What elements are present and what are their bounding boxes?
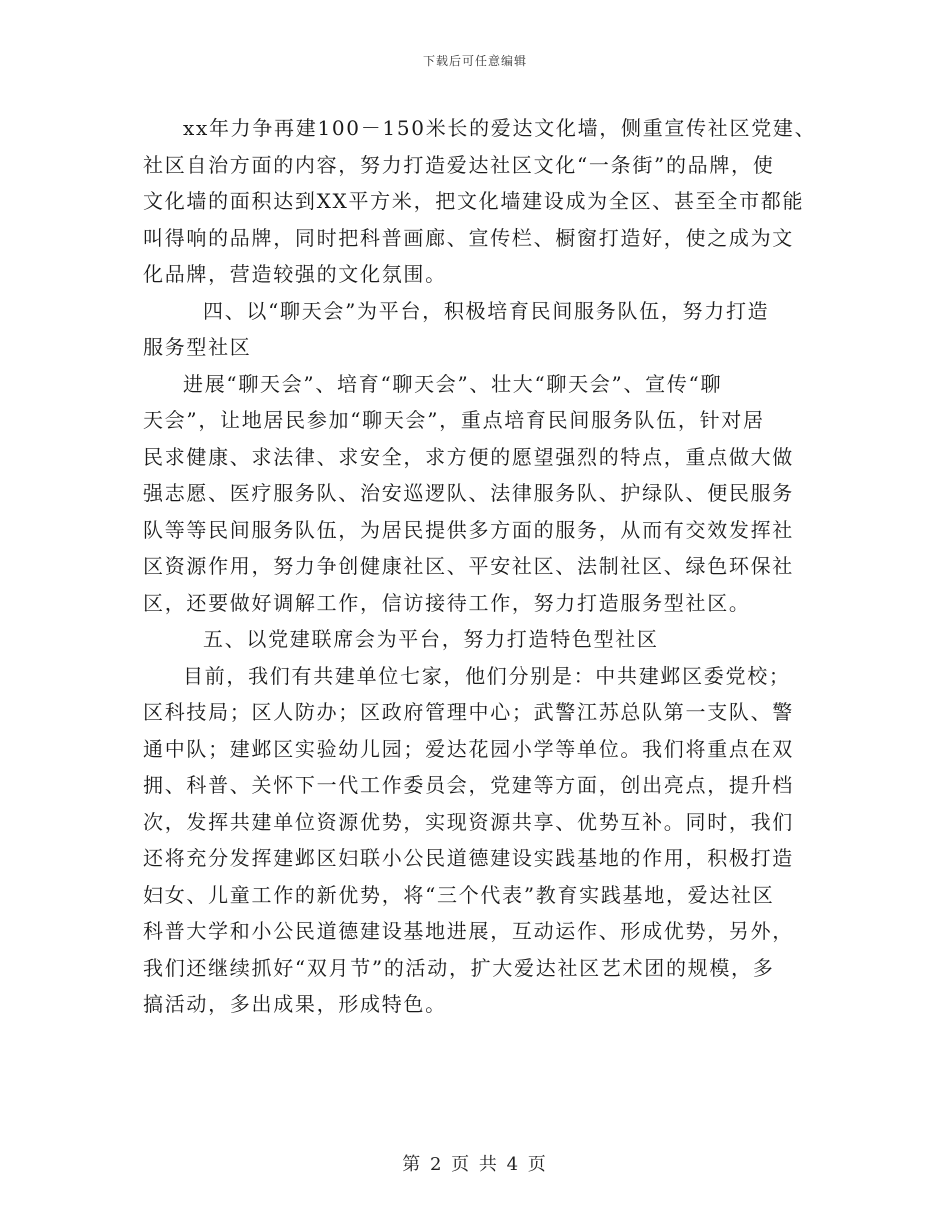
text-line: 还将充分发挥建邺区妇联小公民道德建设实践基地的作用，积极打造 — [143, 846, 794, 870]
section-heading: 五、以党建联席会为平台，努力打造特色型社区 — [203, 627, 659, 651]
text-line: 区科技局；区人防办；区政府管理中心；武警江苏总队第一支队、警 — [143, 700, 794, 724]
text-line: 我们还继续抓好“双月节”的活动，扩大爱达社区艺术团的规模，多 — [143, 955, 775, 980]
text-line: 天会”，让地居民参加“聊天会”，重点培育民间服务队伍，针对居 — [143, 408, 765, 432]
text-line: 妇女、儿童工作的新优势，将“三个代表”教育实践基地，爱达社区 — [143, 882, 775, 907]
section-heading: 四、以“聊天会”为平台，积极培育民间服务队伍，努力打造 — [203, 298, 770, 323]
text-line: 搞活动，多出成果，形成特色。 — [143, 992, 447, 1016]
text-line: 化品牌，营造较强的文化氛围。 — [143, 262, 447, 286]
page-number: 第 2 页 共 4 页 — [402, 1154, 548, 1175]
text-line: 社区自治方面的内容，努力打造爱达社区文化“一条街”的品牌，使 — [143, 152, 775, 177]
text-line: 文化墙的面积达到XX平方米，把文化墙建设成为全区、甚至全市都能 — [143, 189, 805, 213]
text-line: 区，还要做好调解工作，信访接待工作，努力打造服务型社区。 — [143, 590, 751, 615]
section-heading: 服务型社区 — [143, 335, 252, 359]
text-line: 叫得响的品牌，同时把科普画廊、宣传栏、橱窗打造好，使之成为文 — [143, 225, 794, 250]
text-line: 目前，我们有共建单位七家，他们分别是：中共建邺区委党校； — [183, 663, 791, 688]
text-line: 拥、科普、关怀下一代工作委员会，党建等方面，创出亮点，提升档 — [143, 773, 794, 797]
text-line: xx年力争再建100－150米长的爱达文化墙，侧重宣传社区党建、 — [183, 116, 817, 140]
text-line: 强志愿、医疗服务队、治安巡逻队、法律服务队、护绿队、便民服务 — [143, 481, 794, 505]
text-line: 队等等民间服务队伍，为居民提供多方面的服务，从而有交效发挥社 — [143, 517, 794, 542]
document-body — [143, 110, 817, 1023]
text-line: 进展“聊天会”、培育“聊天会”、壮大“聊天会”、宣传“聊 — [183, 371, 723, 396]
text-line: 区资源作用，努力争创健康社区、平安社区、法制社区、绿色环保社 — [143, 554, 794, 578]
text-line: 次，发挥共建单位资源优势，实现资源共享、优势互补。同时，我们 — [143, 809, 794, 834]
text-line: 通中队；建邺区实验幼儿园；爱达花园小学等单位。我们将重点在双 — [143, 736, 794, 761]
text-line: 科普大学和小公民道德建设基地进展，互动运作、形成优势，另外， — [143, 919, 794, 943]
page-header-note: 下载后可任意编辑 — [422, 54, 527, 68]
text-line: 民求健康、求法律、求安全，求方便的愿望强烈的特点，重点做大做 — [143, 444, 794, 469]
